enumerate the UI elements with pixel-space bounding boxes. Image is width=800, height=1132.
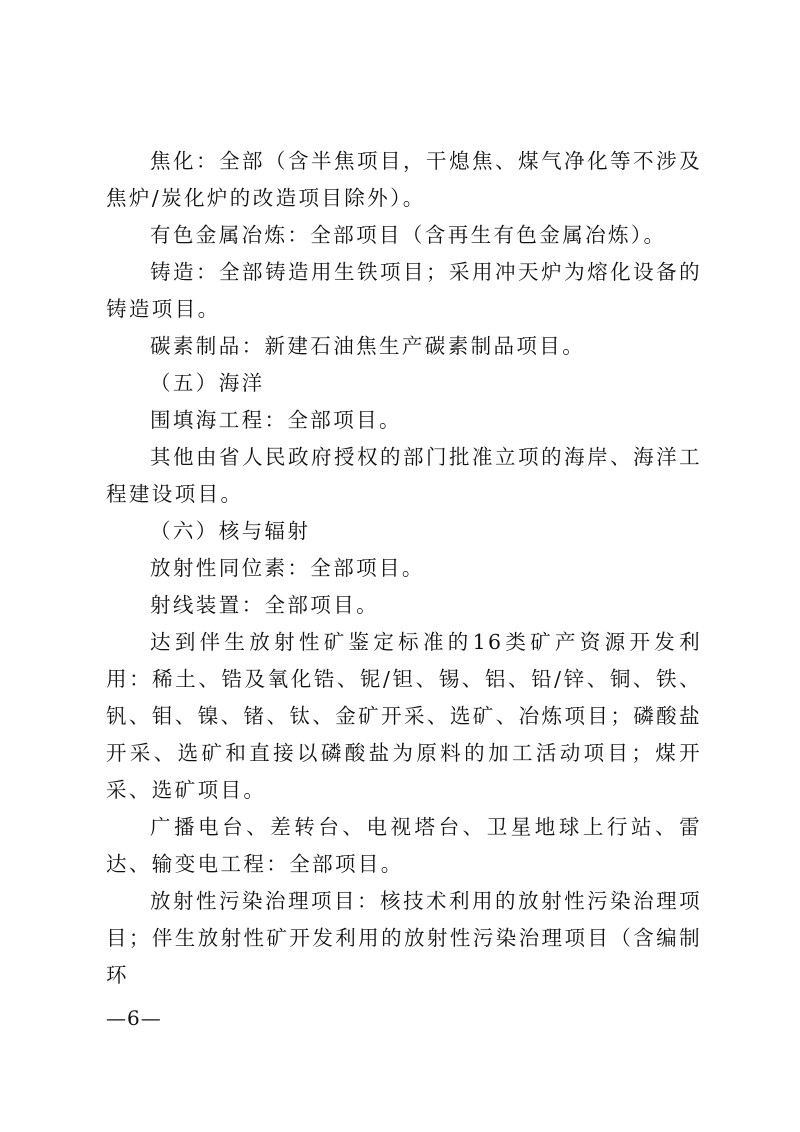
section-heading-ocean: （五）海洋	[150, 371, 265, 395]
paragraph-coking: 焦化：全部（含半焦项目，干熄焦、煤气净化等不涉及焦炉/炭化炉的改造项目除外）。	[106, 149, 702, 210]
body-text	[106, 143, 702, 994]
paragraph-reclamation: 围填海工程：全部项目。	[150, 408, 402, 432]
section-heading-nuclear-radiation: （六）核与辐射	[150, 519, 311, 543]
paragraph-broadcast-transmission: 广播电台、差转台、电视塔台、卫星地球上行站、雷达、输变电工程：全部项目。	[106, 815, 702, 876]
paragraph-radioactive-pollution-treatment: 放射性污染治理项目：核技术利用的放射性污染治理项目；伴生放射性矿开发利用的放射性污染治理项目（含编制环	[106, 889, 702, 987]
page-number: —6—	[106, 1006, 162, 1030]
paragraph-associated-radioactive-minerals: 达到伴生放射性矿鉴定标准的16类矿产资源开发利用：稀土、锆及氧化锆、铌/钽、锡、铝、铅/锌、铜、铁、钒、钼、镍、锗、钛、金矿开采、选矿、冶炼项目；磷酸盐开采、选矿和直接以磷酸盐为原料的加工活动项目；煤开采、选矿项目。	[106, 630, 702, 802]
paragraph-coastal-engineering: 其他由省人民政府授权的部门批准立项的海岸、海洋工程建设项目。	[106, 445, 702, 506]
paragraph-carbon-products: 碳素制品：新建石油焦生产碳素制品项目。	[150, 334, 586, 358]
paragraph-nonferrous-smelting: 有色金属冶炼：全部项目（含再生有色金属冶炼）。	[150, 223, 667, 247]
paragraph-casting: 铸造：全部铸造用生铁项目；采用冲天炉为熔化设备的铸造项目。	[106, 260, 702, 321]
paragraph-ray-devices: 射线装置：全部项目。	[150, 593, 379, 617]
paragraph-radioisotopes: 放射性同位素：全部项目。	[150, 556, 425, 580]
